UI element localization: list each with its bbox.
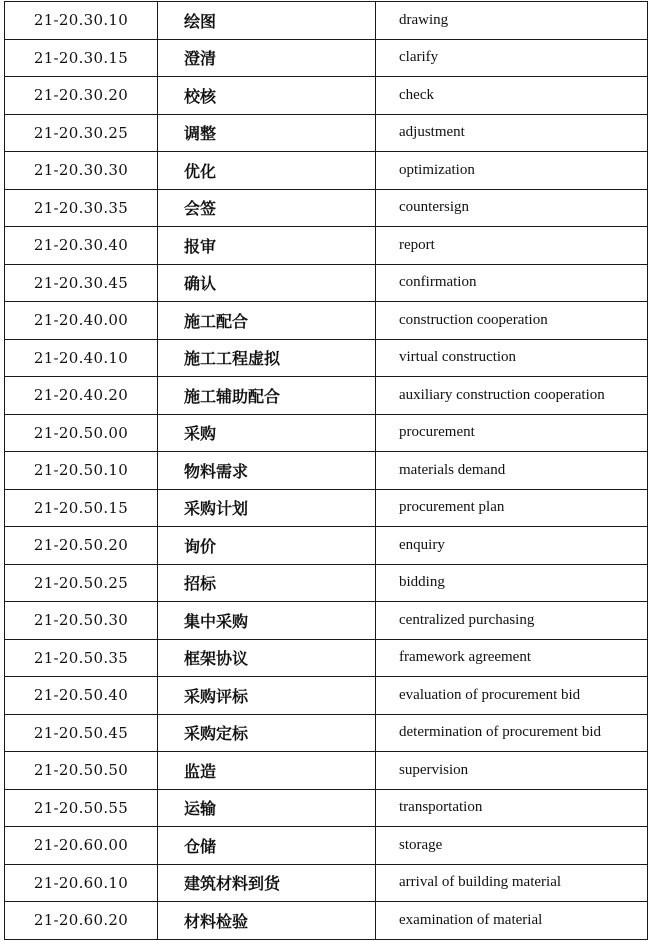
english-term-cell: auxiliary construction cooperation bbox=[376, 377, 648, 415]
chinese-term-cell: 采购 bbox=[158, 414, 376, 452]
code-cell: 21-20.30.25 bbox=[5, 114, 158, 152]
chinese-term-cell: 采购计划 bbox=[158, 489, 376, 527]
chinese-term-cell: 监造 bbox=[158, 752, 376, 790]
code-cell: 21-20.30.15 bbox=[5, 39, 158, 77]
table-row bbox=[5, 677, 648, 715]
code-cell: 21-20.50.55 bbox=[5, 789, 158, 827]
table-row bbox=[5, 564, 648, 602]
english-term-cell: enquiry bbox=[376, 527, 648, 565]
table-row bbox=[5, 2, 648, 40]
table-row bbox=[5, 489, 648, 527]
code-cell: 21-20.50.35 bbox=[5, 639, 158, 677]
code-cell: 21-20.30.20 bbox=[5, 77, 158, 115]
table-body bbox=[5, 2, 648, 940]
chinese-term-cell: 采购定标 bbox=[158, 714, 376, 752]
table-row bbox=[5, 114, 648, 152]
english-term-cell: examination of material bbox=[376, 902, 648, 940]
table-row bbox=[5, 789, 648, 827]
code-cell: 21-20.50.50 bbox=[5, 752, 158, 790]
table-row bbox=[5, 602, 648, 640]
code-cell: 21-20.60.00 bbox=[5, 827, 158, 865]
english-term-cell: evaluation of procurement bid bbox=[376, 677, 648, 715]
table-row bbox=[5, 902, 648, 940]
chinese-term-cell: 会签 bbox=[158, 189, 376, 227]
code-cell: 21-20.30.45 bbox=[5, 264, 158, 302]
table-row bbox=[5, 302, 648, 340]
english-term-cell: countersign bbox=[376, 189, 648, 227]
chinese-term-cell: 确认 bbox=[158, 264, 376, 302]
code-cell: 21-20.30.40 bbox=[5, 227, 158, 265]
code-cell: 21-20.30.10 bbox=[5, 2, 158, 40]
table-row bbox=[5, 39, 648, 77]
chinese-term-cell: 澄清 bbox=[158, 39, 376, 77]
chinese-term-cell: 施工辅助配合 bbox=[158, 377, 376, 415]
english-term-cell: report bbox=[376, 227, 648, 265]
code-cell: 21-20.50.30 bbox=[5, 602, 158, 640]
english-term-cell: materials demand bbox=[376, 452, 648, 490]
table-row bbox=[5, 414, 648, 452]
english-term-cell: bidding bbox=[376, 564, 648, 602]
code-cell: 21-20.40.00 bbox=[5, 302, 158, 340]
chinese-term-cell: 施工工程虚拟 bbox=[158, 339, 376, 377]
table-row bbox=[5, 527, 648, 565]
chinese-term-cell: 校核 bbox=[158, 77, 376, 115]
english-term-cell: clarify bbox=[376, 39, 648, 77]
chinese-term-cell: 施工配合 bbox=[158, 302, 376, 340]
chinese-term-cell: 运输 bbox=[158, 789, 376, 827]
code-cell: 21-20.30.35 bbox=[5, 189, 158, 227]
english-term-cell: framework agreement bbox=[376, 639, 648, 677]
chinese-term-cell: 集中采购 bbox=[158, 602, 376, 640]
table-row bbox=[5, 827, 648, 865]
chinese-term-cell: 报审 bbox=[158, 227, 376, 265]
table-row bbox=[5, 377, 648, 415]
english-term-cell: construction cooperation bbox=[376, 302, 648, 340]
english-term-cell: storage bbox=[376, 827, 648, 865]
table-row bbox=[5, 189, 648, 227]
english-term-cell: arrival of building material bbox=[376, 864, 648, 902]
code-cell: 21-20.40.10 bbox=[5, 339, 158, 377]
table-row bbox=[5, 714, 648, 752]
table-row bbox=[5, 264, 648, 302]
table-row bbox=[5, 77, 648, 115]
code-cell: 21-20.30.30 bbox=[5, 152, 158, 190]
english-term-cell: adjustment bbox=[376, 114, 648, 152]
english-term-cell: optimization bbox=[376, 152, 648, 190]
chinese-term-cell: 招标 bbox=[158, 564, 376, 602]
table-row bbox=[5, 864, 648, 902]
code-cell: 21-20.50.15 bbox=[5, 489, 158, 527]
code-cell: 21-20.50.45 bbox=[5, 714, 158, 752]
classification-table bbox=[4, 1, 648, 940]
code-cell: 21-20.50.40 bbox=[5, 677, 158, 715]
table-row bbox=[5, 339, 648, 377]
chinese-term-cell: 材料检验 bbox=[158, 902, 376, 940]
english-term-cell: centralized purchasing bbox=[376, 602, 648, 640]
chinese-term-cell: 采购评标 bbox=[158, 677, 376, 715]
table-row bbox=[5, 639, 648, 677]
english-term-cell: virtual construction bbox=[376, 339, 648, 377]
english-term-cell: drawing bbox=[376, 2, 648, 40]
table-row bbox=[5, 152, 648, 190]
chinese-term-cell: 框架协议 bbox=[158, 639, 376, 677]
table-row bbox=[5, 227, 648, 265]
code-cell: 21-20.50.20 bbox=[5, 527, 158, 565]
chinese-term-cell: 调整 bbox=[158, 114, 376, 152]
code-cell: 21-20.40.20 bbox=[5, 377, 158, 415]
english-term-cell: determination of procurement bid bbox=[376, 714, 648, 752]
chinese-term-cell: 询价 bbox=[158, 527, 376, 565]
code-cell: 21-20.50.10 bbox=[5, 452, 158, 490]
english-term-cell: procurement bbox=[376, 414, 648, 452]
code-cell: 21-20.50.00 bbox=[5, 414, 158, 452]
table-row bbox=[5, 752, 648, 790]
table-row bbox=[5, 452, 648, 490]
chinese-term-cell: 建筑材料到货 bbox=[158, 864, 376, 902]
english-term-cell: check bbox=[376, 77, 648, 115]
english-term-cell: transportation bbox=[376, 789, 648, 827]
code-cell: 21-20.50.25 bbox=[5, 564, 158, 602]
english-term-cell: supervision bbox=[376, 752, 648, 790]
english-term-cell: procurement plan bbox=[376, 489, 648, 527]
code-cell: 21-20.60.20 bbox=[5, 902, 158, 940]
chinese-term-cell: 仓储 bbox=[158, 827, 376, 865]
english-term-cell: confirmation bbox=[376, 264, 648, 302]
chinese-term-cell: 物料需求 bbox=[158, 452, 376, 490]
chinese-term-cell: 绘图 bbox=[158, 2, 376, 40]
code-cell: 21-20.60.10 bbox=[5, 864, 158, 902]
chinese-term-cell: 优化 bbox=[158, 152, 376, 190]
